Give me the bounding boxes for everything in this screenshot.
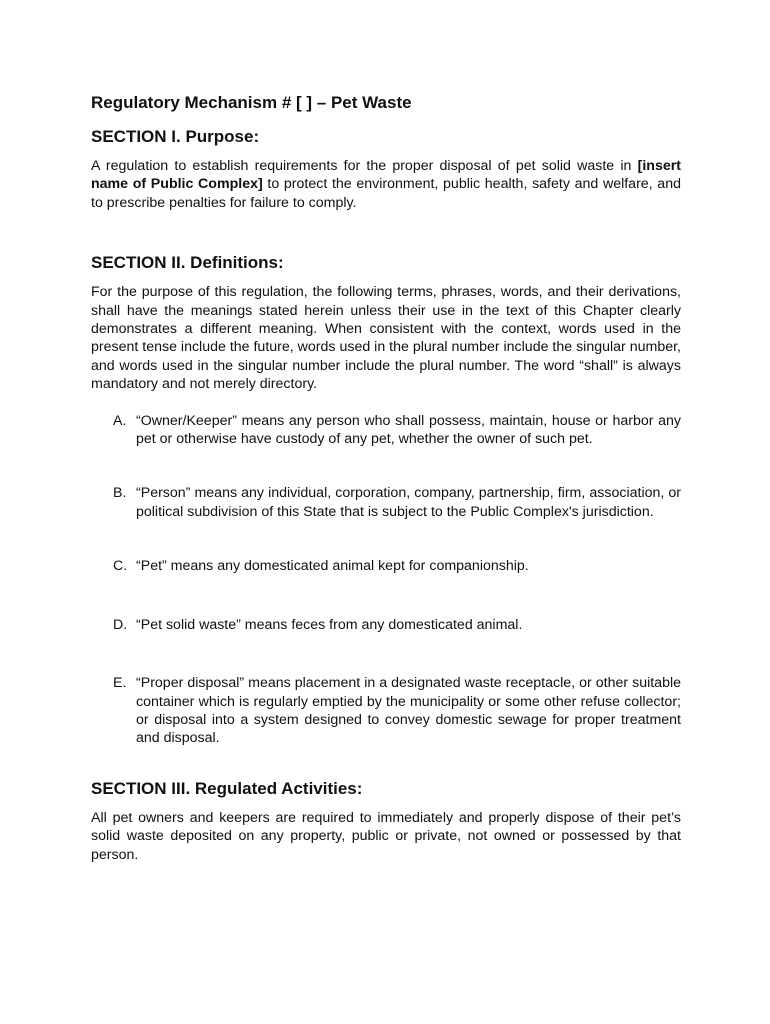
section-3-heading: SECTION III. Regulated Activities: (91, 778, 363, 798)
definition-text: “Pet solid waste” means feces from any domesticated animal. (136, 616, 523, 633)
definition-item (91, 616, 681, 634)
section-1-text-start: A regulation to establish requirements for the proper disposal of pet solid waste in (91, 158, 638, 174)
definition-text: “Person” means any individual, corporation, company, partnership, firm, association, or political subdivision of this State that is subject to the Public Complex's jurisdiction. (136, 485, 681, 520)
document-page (91, 92, 681, 864)
definition-item (91, 484, 681, 521)
section-2-heading: SECTION II. Definitions: (91, 253, 284, 273)
definition-item (91, 412, 681, 449)
definition-item (91, 674, 681, 748)
definition-letter: B. (113, 485, 127, 502)
definition-letter: A. (113, 412, 127, 429)
definition-text: “Owner/Keeper” means any person who shall possess, maintain, house or harbor any pet or otherwise have custody of any pet, whether the owner of such pet. (136, 412, 681, 448)
section-1-text-end: to protect the environment, public health, safety and welfare, and to prescribe penalties for failure to comply. (91, 176, 681, 211)
definition-letter: E. (113, 675, 127, 692)
definition-text: “Proper disposal” means placement in a designated waste receptacle, or other suitable container which is regularly emptied by the municipality or some other refuse collector; or disposal into a system designed to convey domestic sewage for proper treatment and disposal. (136, 675, 681, 747)
section-1-placeholder: [insert name of Public Complex] (91, 158, 681, 193)
definition-letter: D. (113, 616, 128, 633)
definitions-list (91, 412, 681, 748)
section-1-paragraph (91, 157, 681, 212)
definition-letter: C. (113, 558, 128, 575)
definition-text: “Pet” means any domesticated animal kept for companionship. (136, 558, 529, 575)
section-2-intro: For the purpose of this regulation, the following terms, phrases, words, and their derivations, shall have the meanings stated herein unless their use in the text of this Chapter clearly demonstrates a different meaning. When consistent with the context, words used in the present tense include the future, words used in the plural number include the singular number, and words used in the singular number include the plural number. The word “shall” is always mandatory and not merely directory. (91, 284, 681, 393)
section-1-heading: SECTION I. Purpose: (91, 127, 260, 146)
document-title: Regulatory Mechanism # [ ] – Pet Waste (91, 93, 412, 112)
definition-item (91, 557, 681, 575)
section-3-paragraph: All pet owners and keepers are required to immediately and properly dispose of their pet’s solid waste deposited on any property, public or private, not owned or possessed by that person. (91, 809, 681, 863)
